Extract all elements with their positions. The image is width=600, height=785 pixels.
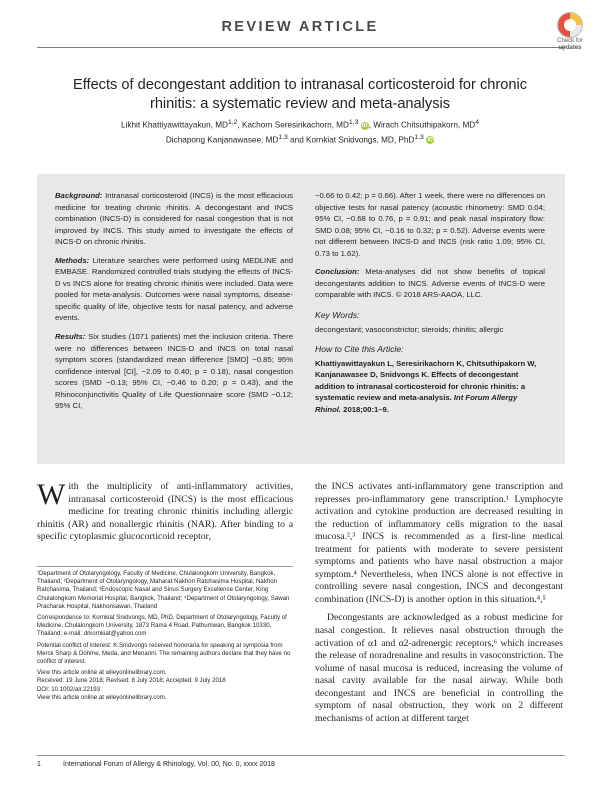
- citation-journal: Int Forum Allergy Rhinol.: [315, 393, 518, 414]
- footnote-doi[interactable]: DOI: 10.1002/alr.22193: [37, 685, 101, 693]
- abstract-conclusion: [315, 266, 545, 301]
- article-type-label: REVIEW ARTICLE: [221, 19, 379, 35]
- abstract-background-label: Background:: [55, 191, 103, 200]
- body-left-column: [37, 478, 293, 550]
- footnote-correspondence: Correspondence to: Kornkiat Snidvongs, MD, PhD, Department of Otolaryngology, Faculty of Medicine, Chulalongkorn University, 1873 Rama 4 Road, Pathumwan, Bangkok 10330, Thailand; e-mail: drkornkiat@yahoo.com: [37, 614, 287, 638]
- badge-line2: updates: [558, 45, 582, 51]
- abstract-results-label: Results:: [55, 332, 86, 342]
- abstract-conclusion-label: Conclusion:: [315, 267, 360, 277]
- abstract-methods: [55, 255, 293, 324]
- header-rule: [37, 47, 565, 48]
- keywords-text: decongestant; vasoconstrictor; steroids; rhinitis; allergic: [315, 325, 504, 335]
- author-name: , Kachorn Seresirikachorn, MD: [237, 120, 349, 130]
- citation-volume: 2018;00:1–9.: [341, 404, 389, 414]
- crossmark-icon: [557, 12, 583, 38]
- body-paragraph: [37, 478, 293, 544]
- abstract-left-column: [55, 190, 293, 419]
- body-paragraph-text: ith the multiplicity of anti-inflammatory activities, intranasal corticosteroid (INCS) is the most efficacious medicine for treating chronic rhinitis including allergic rhinitis (AR) and nonallergic rhinitis (NAR). After binding to a specific cytoplasmic glucocorticoid receptor,: [37, 481, 293, 543]
- abstract-results: [55, 331, 293, 412]
- orcid-icon[interactable]: iD: [427, 137, 433, 144]
- author-affiliation-sup: 1,2: [227, 119, 238, 126]
- journal-footer: International Forum of Allergy & Rhinology, Vol. 00, No. 0, xxxx 2018: [63, 761, 275, 768]
- author-affiliation-sup: 1,3: [278, 133, 288, 141]
- citation-heading: How to Cite this Article:: [315, 344, 404, 355]
- abstract-background-text: Intranasal corticosteroid (INCS) is the most efficacious medicine for treating chronic rhinitis. A decongestant and INCS combination (INCS-D) is considered for nasal congestion that is not improved by INCS. This study aimed to investigate the effects of INCS-D on chronic rhinitis.: [55, 191, 293, 247]
- author-name: and Kornkiat Snidvongs, MD, PhD: [287, 135, 415, 145]
- abstract-results-text: Six studies (1071 patients) met the inclusion criteria. There were no differences between INCS-D and INCS on total nasal symptom scores (standardized mean difference [SMD] −0.85; 95% confidence interval [CI], −2.09 to 0.40; p = 0.18), nasal congestion scores (SMD −0.13; 95% CI, −0.46 to 0.20; p = 0.43), and the Rhinoconjunctivitis Quality of Life Questionnaire score (SMD −0.12; 95% CI,: [55, 332, 293, 411]
- author-affiliation-sup: 1,3: [348, 119, 359, 126]
- footnote-affiliations: ¹Department of Otolaryngology, Faculty of Medicine, Chulalongkorn University, Bangkok, Thailand; ²Department of Otolaryngology, Maharat Nakhon Ratchasima Hospital, Nakhon Ratchasima, Thailand; ³Endoscopic Nasal and Sinus Surgery Excellence Center, King Chulalongkorn Memorial Hospital, Bangkok, Thailand; ⁴Department of Otolaryngology, Sawan Pracharak Hospital, Nakhonsawan, Thailand: [37, 570, 290, 610]
- author-affiliation-sup: 4: [475, 119, 479, 126]
- footnote-conflict: Potential conflict of interest: K.Snidvongs received honoraria for speaking at symposia from Merck Sharp & Dohme, Meda, and Menarini. The remaining authors declare that they have no conflict of interest.: [37, 641, 291, 666]
- orcid-icon[interactable]: iD: [361, 122, 368, 129]
- abstract-right-column: [315, 190, 545, 415]
- badge-line1: Check for: [557, 38, 583, 44]
- body-right-column: [315, 481, 563, 731]
- body-paragraph: the INCS activates anti-inflammatory gene transcription and represses pro-inflammatory gene transcription.¹ Lymphocyte activation and cytokine production are decreased resulting in the reduction of inflammatory cells migration to the nasal mucosa.²,³ INCS is recommended as a first-line medical treatment for patients with moderate to severe persistent symptoms and patients who have nasal obstruction a major symptom.⁴ Nevertheless, when INCS alone is not effective in controlling severe nasal congestion, INCS and decongestant combination (INCS-D) is another option in this situation.⁴,⁵: [315, 481, 563, 605]
- abstract-conclusion-text: Meta-analyses did not show benefits of topical decongestants addition to INCS. Adverse events of INCS-D were comparable with INCS. © 2018 ARS-AAOA, LLC.: [315, 267, 545, 300]
- author-affiliation-sup: 1,3: [414, 133, 424, 141]
- abstract-methods-text: Literature searches were performed using MEDLINE and EMBASE. Randomized controlled trials studying the effects of INCS-D vs INCS alone for treating chronic rhinitis were included. Data were pooled for meta-analysis. Outcomes were nasal symptoms, disease-specific quality of life, objective tests for nasal patency, and adverse events.: [55, 255, 293, 323]
- footnote-view-online[interactable]: View this article online at wileyonlinelibrary.com.: [37, 669, 167, 677]
- article-title: Effects of decongestant addition to intranasal corticosteroid for chronic rhinitis: a systematic review and meta-analysis: [72, 77, 528, 112]
- author-name: , Wirach Chitsuthipakorn, MD: [368, 120, 476, 130]
- footer-rule: [37, 755, 565, 756]
- citation-text: [315, 358, 545, 416]
- page-number: 1: [37, 761, 41, 768]
- citation-authors-title: Khattiyawittayakun L, Seresirikachorn K, Chitsuthipakorn W, Kanjanawasee D, Snidvongs K. Effects of decongestant addition to intranasal corticosteroid for chronic rhinitis: a systematic review and meta-analysis.: [315, 358, 537, 403]
- abstract-methods-label: Methods:: [55, 255, 90, 265]
- drop-cap: W: [37, 478, 66, 511]
- body-paragraph: Decongestants are acknowledged as a robust medicine for nasal congestion. It relieves nasal obstruction through the activation of α1 and α2-adrenergic receptors,⁶ which increases the release of noradrenaline and results in vasoconstriction. The volume of nasal mucosa is reduced, increasing the volume of nasal cavity available for the nasal airway. While both decongestant and INCS are beneficial in controlling the symptom of nasal obstruction, they work on 2 different mechanisms of action at different target: [315, 612, 563, 724]
- abstract-background: [55, 190, 293, 248]
- author-name: Likhit Khattiyawittayakun, MD: [121, 120, 228, 130]
- abstract-results-continued: −0.66 to 0.42; p = 0.66). After 1 week, there were no differences on objective tests for nasal patency (acoustic rhinometry: SMD 0.04; 95% CI, −0.68 to 0.76, p = 0.91; and peak nasal inspiratory flow: SMD 0.08; 95% CI, −0.16 to 0.32; p = 0.52). Adverse events were not different between INCS-D and INCS (risk ratio 1.09; 95% CI, 0.73 to 1.62).: [315, 191, 545, 258]
- footnote-rule: [37, 566, 293, 567]
- footnote-view-online[interactable]: View this article online at wileyonlinelibrary.com.: [37, 693, 167, 701]
- check-for-updates-badge[interactable]: [545, 10, 595, 50]
- keywords-heading: Key Words:: [315, 309, 360, 320]
- author-list: [70, 117, 530, 146]
- author-name: Dichapong Kanjanawasee, MD: [165, 135, 279, 145]
- footnote-dates: Received: 19 June 2018; Revised: 8 July 2018; Accepted: 9 July 2018: [37, 677, 226, 685]
- footnotes: [37, 570, 293, 702]
